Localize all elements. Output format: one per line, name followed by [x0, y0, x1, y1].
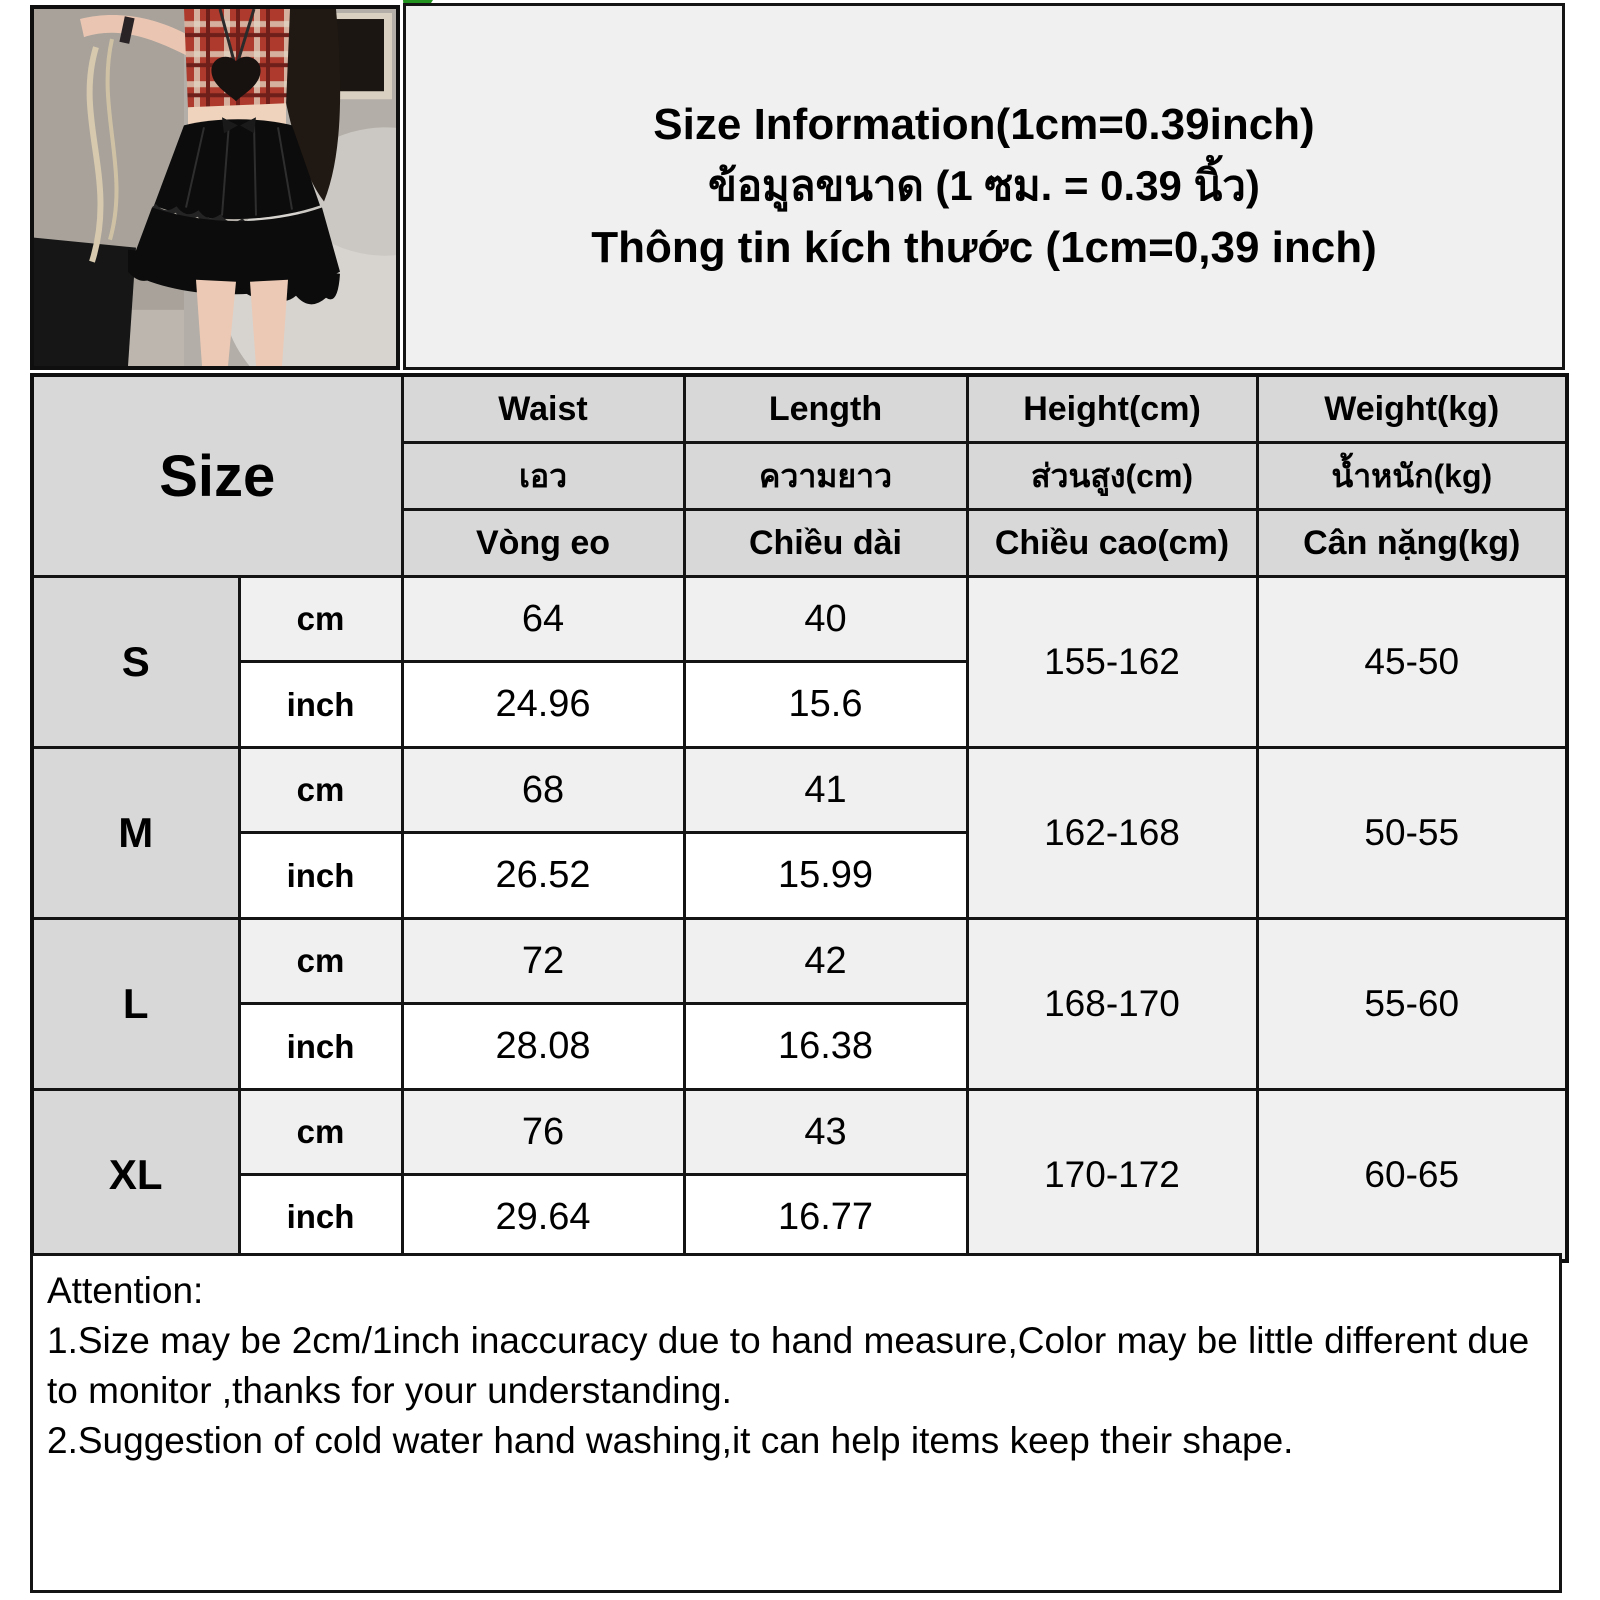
xl-weight-range: 60-65: [1257, 1090, 1567, 1261]
header-length-vi: Chiều dài: [684, 510, 967, 577]
xl-waist-cm: 76: [402, 1090, 684, 1175]
attention-note-1: 1.Size may be 2cm/1inch inaccuracy due to hand measure,Color may be little different due to monitor ,thanks for your understanding.: [47, 1319, 1530, 1411]
l-length-cm: 42: [684, 919, 967, 1004]
attention-heading: Attention:: [47, 1270, 204, 1311]
header-waist-vi: Vòng eo: [402, 510, 684, 577]
header-weight-en: Weight(kg): [1257, 375, 1567, 443]
m-waist-cm: 68: [402, 748, 684, 833]
s-waist-inch: 24.96: [402, 662, 684, 748]
header-length-en: Length: [684, 375, 967, 443]
product-photo: [30, 5, 400, 370]
xl-length-cm: 43: [684, 1090, 967, 1175]
s-waist-cm: 64: [402, 577, 684, 662]
header-weight-th: น้ำหนัก(kg): [1257, 443, 1567, 510]
unit-label-inch: inch: [239, 833, 402, 919]
unit-label-cm: cm: [239, 748, 402, 833]
header-waist-en: Waist: [402, 375, 684, 443]
size-table: [30, 373, 1569, 1263]
header-height-th: ส่วนสูง(cm): [967, 443, 1257, 510]
l-length-inch: 16.38: [684, 1004, 967, 1090]
xl-height-range: 170-172: [967, 1090, 1257, 1261]
l-waist-inch: 28.08: [402, 1004, 684, 1090]
header-height-en: Height(cm): [967, 375, 1257, 443]
l-weight-range: 55-60: [1257, 919, 1567, 1090]
xl-length-inch: 16.77: [684, 1175, 967, 1261]
m-weight-range: 50-55: [1257, 748, 1567, 919]
s-weight-range: 45-50: [1257, 577, 1567, 748]
title-line-vi: Thông tin kích thước (1cm=0,39 inch): [591, 222, 1377, 272]
m-waist-inch: 26.52: [402, 833, 684, 919]
attention-box: [30, 1253, 1562, 1593]
unit-label-inch: inch: [239, 662, 402, 748]
attention-note-2: 2.Suggestion of cold water hand washing,it can help items keep their shape.: [47, 1419, 1294, 1461]
header-weight-vi: Cân nặng(kg): [1257, 510, 1567, 577]
header-height-vi: Chiều cao(cm): [967, 510, 1257, 577]
header-length-th: ความยาว: [684, 443, 967, 510]
title-line-en: Size Information(1cm=0.39inch): [653, 100, 1315, 150]
unit-label-inch: inch: [239, 1175, 402, 1261]
header-waist-th: เอว: [402, 443, 684, 510]
s-length-cm: 40: [684, 577, 967, 662]
header-size: Size: [32, 375, 402, 577]
s-length-inch: 15.6: [684, 662, 967, 748]
title-box: [403, 3, 1565, 370]
s-height-range: 155-162: [967, 577, 1257, 748]
size-label-xl: XL: [32, 1090, 239, 1261]
xl-waist-inch: 29.64: [402, 1175, 684, 1261]
size-label-l: L: [32, 919, 239, 1090]
m-length-inch: 15.99: [684, 833, 967, 919]
unit-label-cm: cm: [239, 1090, 402, 1175]
size-label-m: M: [32, 748, 239, 919]
unit-label-cm: cm: [239, 577, 402, 662]
title-line-th: ข้อมูลขนาด (1 ซม. = 0.39 นิ้ว): [708, 162, 1260, 210]
unit-label-inch: inch: [239, 1004, 402, 1090]
product-photo-illustration: [34, 9, 396, 366]
l-height-range: 168-170: [967, 919, 1257, 1090]
l-waist-cm: 72: [402, 919, 684, 1004]
m-height-range: 162-168: [967, 748, 1257, 919]
unit-label-cm: cm: [239, 919, 402, 1004]
m-length-cm: 41: [684, 748, 967, 833]
size-label-s: S: [32, 577, 239, 748]
